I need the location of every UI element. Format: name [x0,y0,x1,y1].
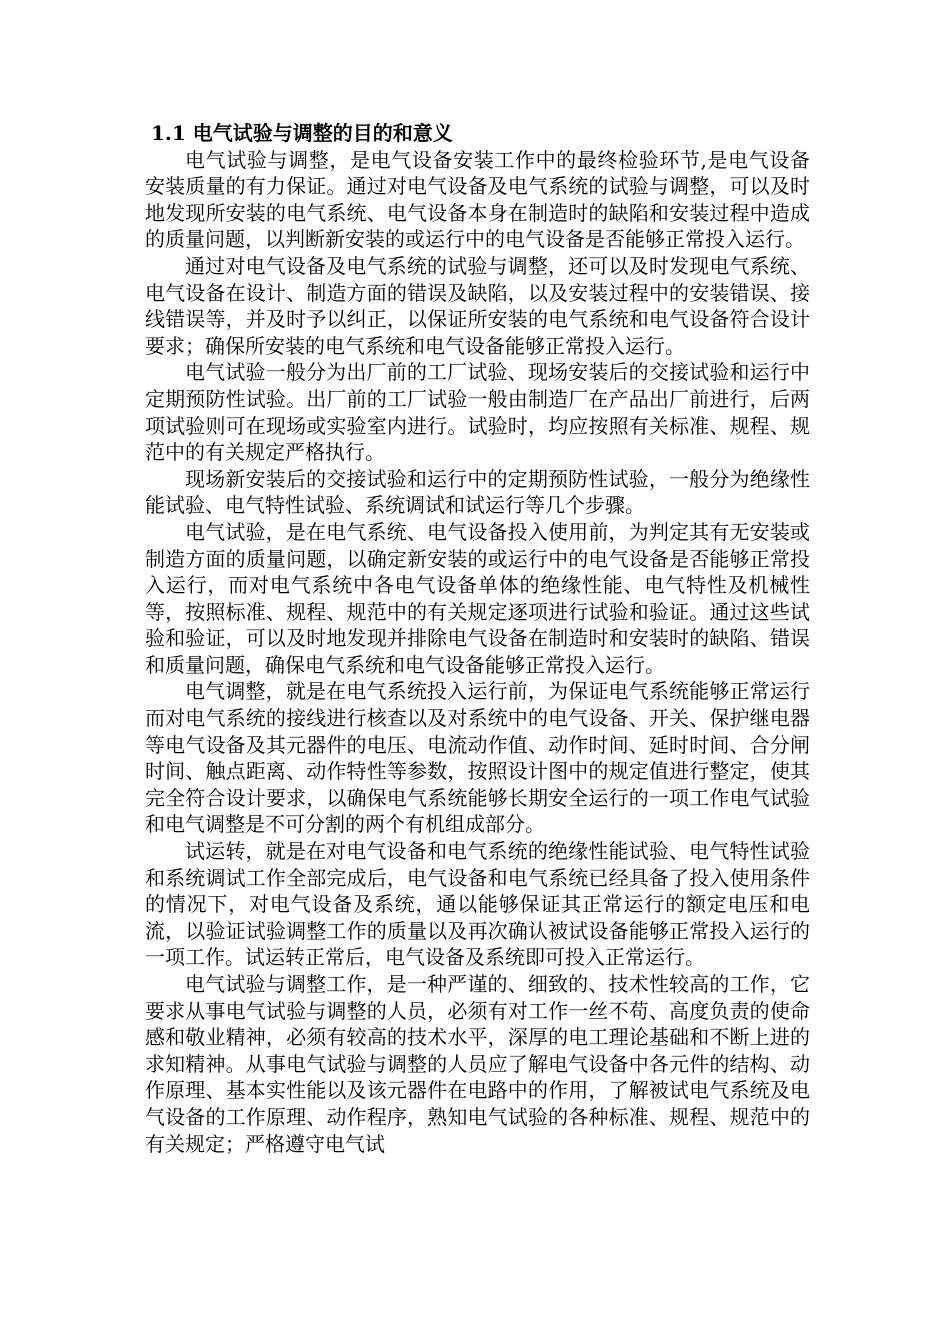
paragraph-personnel-requirements: 电气试验与调整工作，是一种严谨的、细致的、技术性较高的工作，它要求从事电气试验与调整的人员，必须有对工作一丝不苟、高度负责的使命感和敬业精神，必须有较高的技术水平，深厚的电工理论基础和不断上进的求知精神。从事电气试验与调整的人员应了解电气设备中各元件的结构、动作原理、基本实性能以及该元器件在电路中的作用，了解被试电气系统及电气设备的工作原理、动作程序，熟知电气试验的各种标准、规程、规范中的有关规定；严格遵守电气试 [145,972,810,1156]
document-body [145,120,810,1157]
paragraph-error-correction: 通过对电气设备及电气系统的试验与调整，还可以及时发现电气系统、电气设备在设计、制造方面的错误及缺陷，以及安装过程中的安装错误、接线错误等，并及时予以纠正，以保证所安装的电气系统和电气设备符合设计要求；确保所安装的电气系统和电气设备能够正常投入运行。 [145,253,810,358]
paragraph-electrical-adjustment: 电气调整，就是在电气系统投入运行前，为保证电气系统能够正常运行而对电气系统的接线进行核查以及对系统中的电气设备、开关、保护继电器等电气设备及其元器件的电压、电流动作值、动作时间、延时时间、合分闸时间、触点距离、动作特性等参数，按照设计图中的规定值进行整定，使其完全符合设计要求，以确保电气系统能够长期安全运行的一项工作电气试验和电气调整是不可分割的两个有机组成部分。 [145,679,810,837]
paragraph-electrical-test: 电气试验，是在电气系统、电气设备投入使用前，为判定其有无安装或制造方面的质量问题，以确定新安装的或运行中的电气设备是否能够正常投入运行，而对电气系统中各电气设备单体的绝缘性能、电气特性及机械性等，按照标准、规程、规范中的有关规定逐项进行试验和验证。通过这些试验和验证，可以及时地发现并排除电气设备在制造时和安装时的缺陷、错误和质量问题，确保电气系统和电气设备能够正常投入运行。 [145,519,810,677]
paragraph-test-steps: 现场新安装后的交接试验和运行中的定期预防性试验，一般分为绝缘性能试验、电气特性试验、系统调试和试运行等几个步骤。 [145,466,810,518]
paragraph-purpose: 电气试验与调整，是电气设备安装工作中的最终检验环节,是电气设备安装质量的有力保证。通过对电气设备及电气系统的试验与调整，可以及时地发现所安装的电气系统、电气设备本身在制造时的缺陷和安装过程中造成的质量问题，以判断新安装的或运行中的电气设备是否能够正常投入运行。 [145,147,810,252]
paragraph-test-types: 电气试验一般分为出厂前的工厂试验、现场安装后的交接试验和运行中定期预防性试验。出厂前的工厂试验一般由制造厂在产品出厂前进行，后两项试验则可在现场或实验室内进行。试验时，均应按照有关标准、规程、规范中的有关规定严格执行。 [145,360,810,465]
section-heading: 1.1 电气试验与调整的目的和意义 [151,121,453,145]
paragraph-trial-run: 试运转，就是在对电气设备和电气系统的绝缘性能试验、电气特性试验和系统调试工作全部完成后，电气设备和电气系统已经具备了投入使用条件的情况下，对电气设备及系统，通以能够保证其正常运行的额定电压和电流，以验证试验调整工作的质量以及再次确认被试设备能够正常投入运行的一项工作。试运转正常后，电气设备及系统即可投入正常运行。 [145,839,810,970]
